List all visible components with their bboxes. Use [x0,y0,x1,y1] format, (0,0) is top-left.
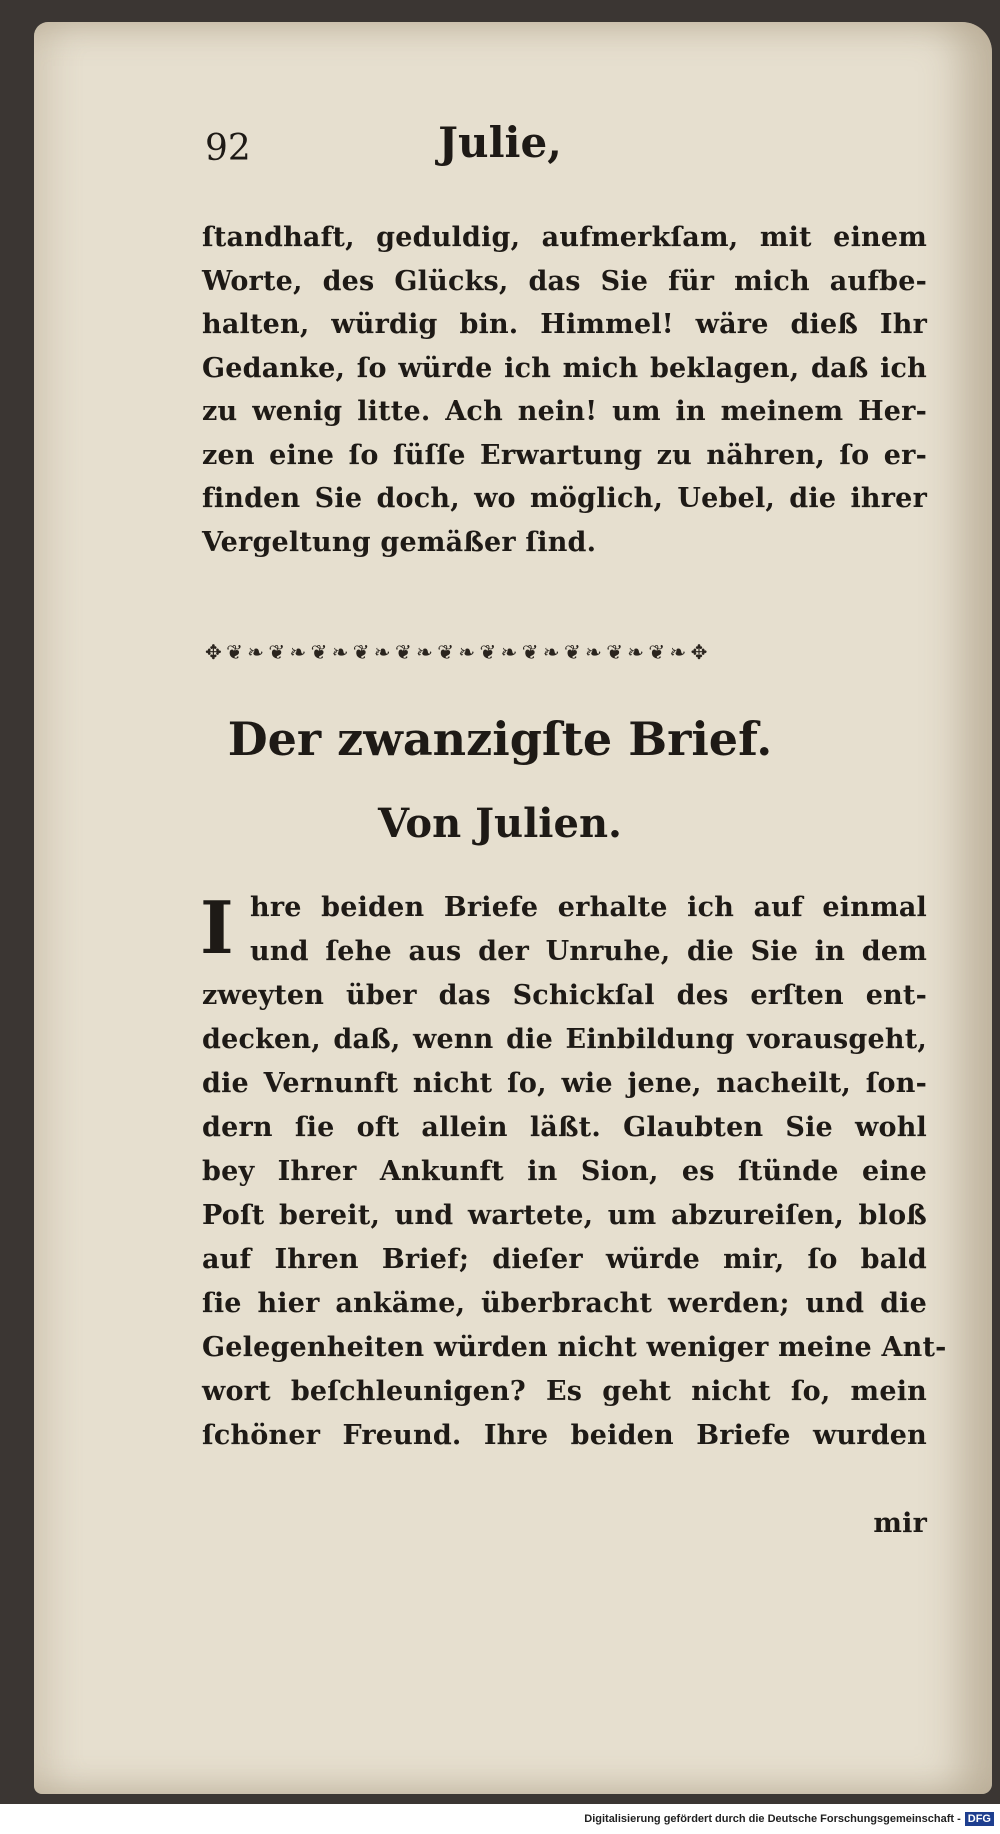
text-line: halten, würdig bin. Himmel! wäre dieß Ihr [202,309,927,340]
catchword: mir [873,1508,927,1539]
letter-title: Der zwanzigſte Brief. [227,712,773,766]
footer-text: Digitalisierung gefördert durch die Deutsche Forschungsgemeinschaft - [584,1813,961,1825]
text-line: Gelegenheiten würden nicht weniger meine Ant- [202,1332,947,1363]
text-line: und ſehe aus der Unruhe, die Sie in dem [250,936,927,967]
text-line: auf Ihren Brief; dieſer würde mir, ſo bald [202,1244,927,1275]
text-line: ſtandhaft, geduldig, aufmerkſam, mit einem [202,222,927,253]
text-line: wort beſchleunigen? Es geht nicht ſo, mein [202,1376,927,1407]
text-line: zu wenig litte. Ach nein! um in meinem Her- [202,396,927,427]
page-number: 92 [205,128,251,169]
text-line: dern ſie oft allein läßt. Glaubten Sie wohl [202,1112,927,1143]
text-line: Vergeltung gemäßer ſind. [202,526,597,558]
text-line: bey Ihrer Ankunft in Sion, es ſtünde eine [202,1156,927,1187]
letter-from: Von Julien. [378,800,622,847]
drop-cap: I [200,885,234,970]
text-line: ſchöner Freund. Ihre beiden Briefe wurden [202,1420,927,1451]
text-line: hre beiden Briefe erhalte ich auf einmal [250,892,927,923]
text-line: zen eine ſo ſüſſe Erwartung zu nähren, ſo er- [202,439,927,471]
text-line: decken, daß, wenn die Einbildung vorausgeht, [202,1024,927,1055]
text-line: Worte, des Glücks, das Sie für mich aufbe- [202,265,927,297]
running-head: Julie, [438,118,562,167]
text-line: die Vernunft nicht ſo, wie jene, nacheilt, ſon- [202,1068,927,1099]
text-line: zweyten über das Schickſal des erſten ent- [202,980,927,1011]
ornament-divider: ✥ ❦ ❧ ❦ ❧ ❦ ❧ ❦ ❧ ❦ ❧ ❦ ❧ ❦ ❧ ❦ ❧ ❦ ❧ ❦ ❧ ❦ ❧ ✥ [205,640,707,664]
text-line: ſie hier ankäme, überbracht werden; und die [202,1288,927,1319]
text-line: Gedanke, ſo würde ich mich beklagen, daß ich [202,352,927,384]
text-line: finden Sie doch, wo möglich, Uebel, die ihrer [202,483,927,514]
footer-credit [0,1804,1000,1834]
dfg-logo: DFG [965,1812,994,1826]
text-line: Poſt bereit, und wartete, um abzureiſen, bloß [202,1200,927,1231]
